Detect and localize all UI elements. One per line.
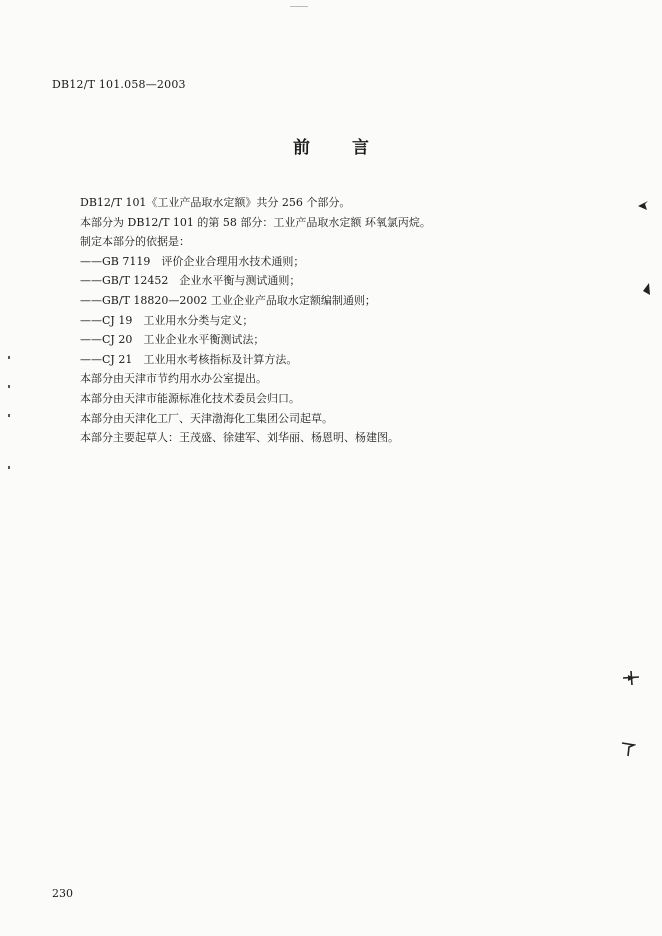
page-number: 230 — [52, 887, 73, 900]
foreword-line: DB12/T 101《工业产品取水定额》共分 256 个部分。 — [80, 196, 351, 209]
scan-speck — [8, 414, 10, 417]
page-title: 前 言 — [293, 138, 387, 158]
scan-mark-icon — [620, 740, 636, 758]
foreword-line: 本部分由天津市能源标准化技术委员会归口。 — [80, 391, 300, 405]
foreword-line: 本部分主要起草人：王茂盛、徐建军、刘华丽、杨恩明、杨建图。 — [80, 431, 399, 445]
scan-mark-icon — [622, 670, 640, 686]
foreword-body — [80, 193, 620, 448]
foreword-line: 本部分由天津化工厂、天津渤海化工集团公司起草。 — [80, 411, 333, 425]
reference-line: ——GB 7119 评价企业合理用水技术通则； — [80, 254, 305, 268]
reference-line: ——GB/T 12452 企业水平衡与测试通则； — [80, 274, 301, 288]
reference-line: ——CJ 20 工业企业水平衡测试法； — [80, 333, 265, 347]
reference-line: ——GB/T 18820—2002 工业企业产品取水定额编制通则； — [80, 293, 376, 307]
scan-speck — [8, 356, 10, 359]
document-code: DB12/T 101.058—2003 — [52, 78, 186, 91]
foreword-line: 制定本部分的依据是： — [80, 235, 190, 249]
scan-speck — [8, 385, 10, 388]
reference-line: ——CJ 21 工业用水考核指标及计算方法。 — [80, 352, 298, 366]
scan-mark-icon — [636, 198, 650, 212]
reference-line: ——CJ 19 工业用水分类与定义； — [80, 313, 254, 327]
scan-mark-icon — [640, 282, 652, 296]
scan-artifact-top — [290, 6, 308, 7]
foreword-line: 本部分为 DB12/T 101 的第 58 部分：工业产品取水定额 环氧氯丙烷。 — [80, 215, 431, 229]
scan-speck — [8, 466, 10, 469]
foreword-line: 本部分由天津市节约用水办公室提出。 — [80, 372, 267, 386]
